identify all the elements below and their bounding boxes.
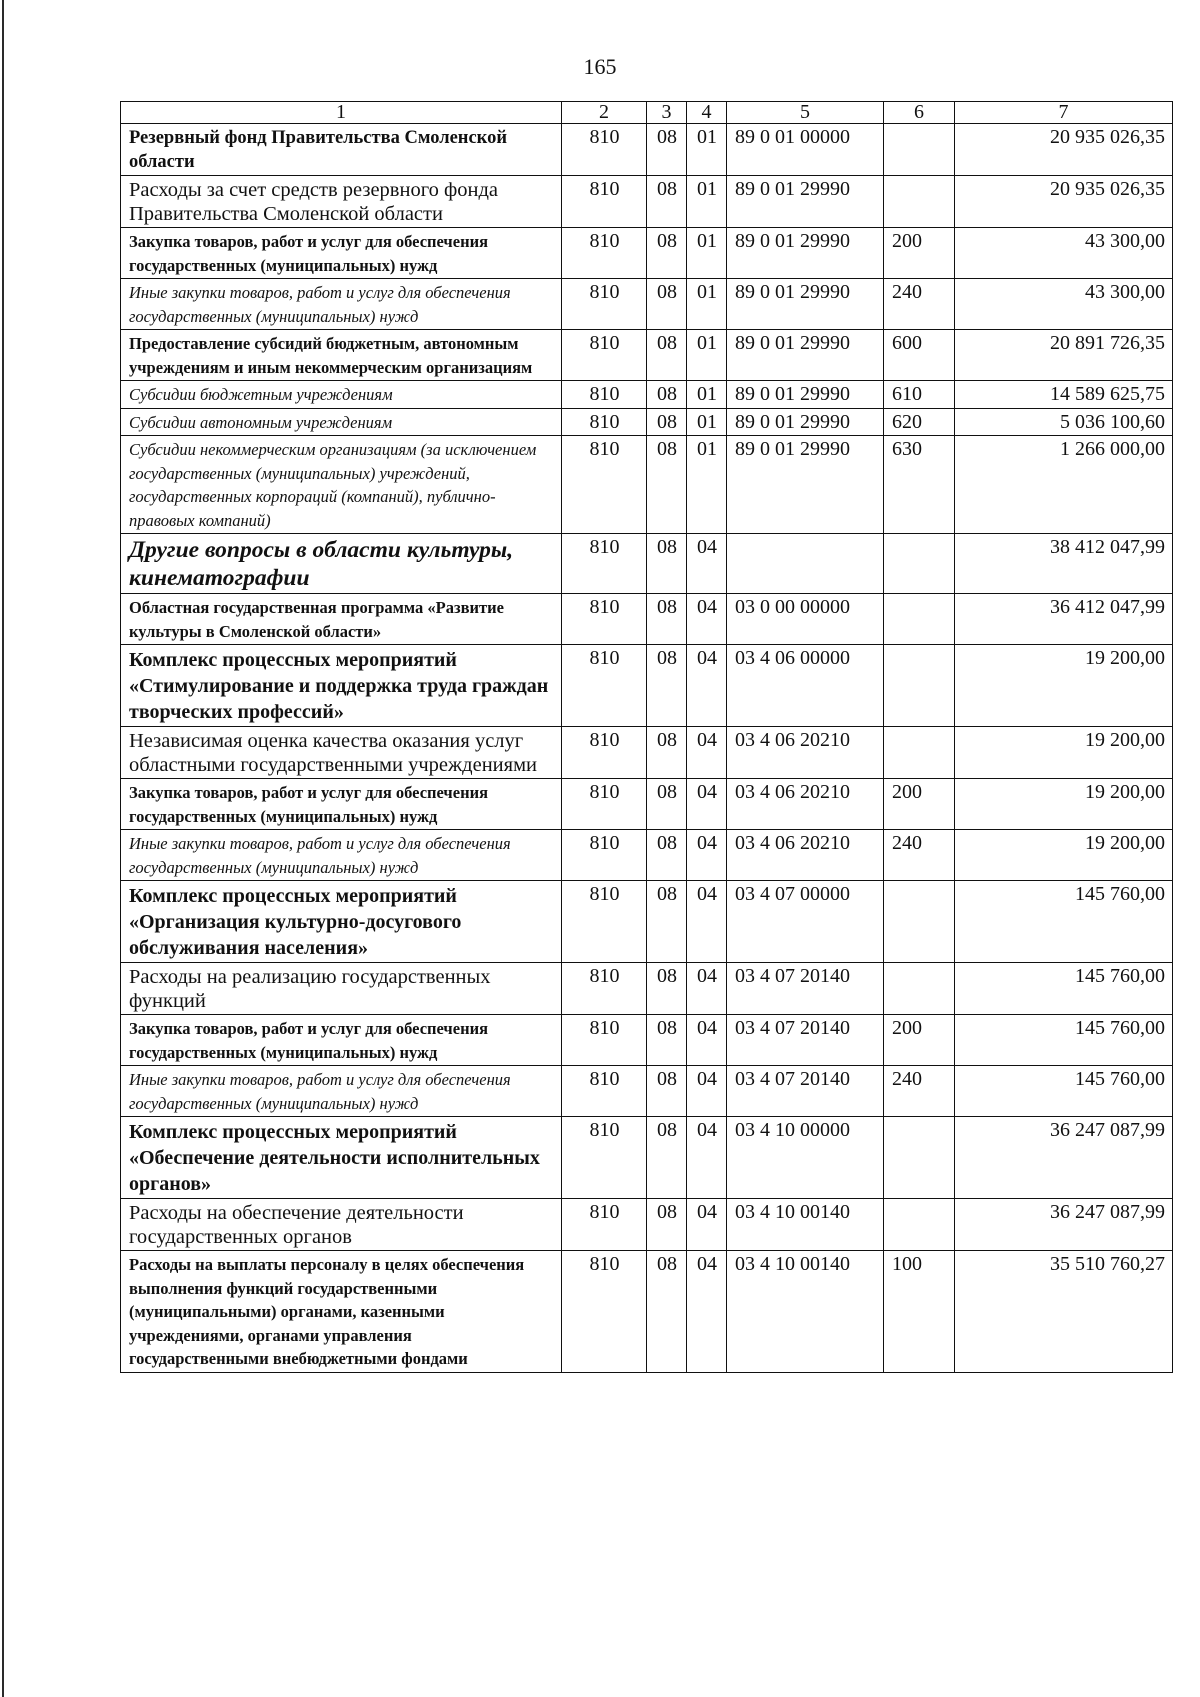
section-code-cell: 08 bbox=[647, 228, 687, 279]
expense-type-cell bbox=[884, 881, 955, 963]
amount-cell: 20 935 026,35 bbox=[955, 124, 1173, 176]
expense-type-cell: 630 bbox=[884, 436, 955, 534]
department-code-cell: 810 bbox=[562, 176, 647, 228]
amount-cell: 5 036 100,60 bbox=[955, 408, 1173, 436]
column-header: 2 bbox=[562, 102, 647, 124]
amount-cell: 14 589 625,75 bbox=[955, 381, 1173, 409]
amount-cell: 19 200,00 bbox=[955, 727, 1173, 779]
subsection-code-cell: 01 bbox=[687, 381, 727, 409]
amount-cell: 36 247 087,99 bbox=[955, 1199, 1173, 1251]
section-code-cell: 08 bbox=[647, 1117, 687, 1199]
row-name-cell: Иные закупки товаров, работ и услуг для обеспечения государственных (муниципальных) нужд bbox=[121, 830, 562, 881]
table-row bbox=[121, 279, 1173, 330]
department-code-cell: 810 bbox=[562, 881, 647, 963]
subsection-code-cell: 04 bbox=[687, 1015, 727, 1066]
subsection-code-cell: 04 bbox=[687, 779, 727, 830]
department-code-cell: 810 bbox=[562, 830, 647, 881]
table-row bbox=[121, 963, 1173, 1015]
department-code-cell: 810 bbox=[562, 779, 647, 830]
subsection-code-cell: 04 bbox=[687, 881, 727, 963]
row-name-cell: Субсидии некоммерческим организациям (за исключением государственных (муниципальных) учреждений, государственных корпораций (компаний), публично-правовых компаний) bbox=[121, 436, 562, 534]
section-code-cell: 08 bbox=[647, 727, 687, 779]
section-code-cell: 08 bbox=[647, 279, 687, 330]
subsection-code-cell: 04 bbox=[687, 534, 727, 594]
amount-cell: 19 200,00 bbox=[955, 645, 1173, 727]
table-row bbox=[121, 1251, 1173, 1373]
section-code-cell: 08 bbox=[647, 1015, 687, 1066]
target-article-cell: 03 4 06 20210 bbox=[727, 727, 884, 779]
subsection-code-cell: 01 bbox=[687, 279, 727, 330]
target-article-cell: 03 4 06 20210 bbox=[727, 830, 884, 881]
table-row bbox=[121, 381, 1173, 409]
department-code-cell: 810 bbox=[562, 279, 647, 330]
amount-cell: 38 412 047,99 bbox=[955, 534, 1173, 594]
section-code-cell: 08 bbox=[647, 1199, 687, 1251]
expense-type-cell: 620 bbox=[884, 408, 955, 436]
target-article-cell: 03 4 10 00000 bbox=[727, 1117, 884, 1199]
section-code-cell: 08 bbox=[647, 436, 687, 534]
row-name-cell: Иные закупки товаров, работ и услуг для обеспечения государственных (муниципальных) нужд bbox=[121, 279, 562, 330]
expense-type-cell bbox=[884, 963, 955, 1015]
target-article-cell: 03 4 06 20210 bbox=[727, 779, 884, 830]
row-name-cell: Закупка товаров, работ и услуг для обеспечения государственных (муниципальных) нужд bbox=[121, 1015, 562, 1066]
amount-cell: 19 200,00 bbox=[955, 830, 1173, 881]
expense-type-cell: 610 bbox=[884, 381, 955, 409]
table-row bbox=[121, 176, 1173, 228]
table-row bbox=[121, 881, 1173, 963]
section-code-cell: 08 bbox=[647, 381, 687, 409]
amount-cell: 19 200,00 bbox=[955, 779, 1173, 830]
amount-cell: 20 891 726,35 bbox=[955, 330, 1173, 381]
section-code-cell: 08 bbox=[647, 881, 687, 963]
target-article-cell: 89 0 01 29990 bbox=[727, 279, 884, 330]
scan-edge-line bbox=[2, 0, 4, 1697]
table-row bbox=[121, 1066, 1173, 1117]
expense-type-cell bbox=[884, 534, 955, 594]
subsection-code-cell: 01 bbox=[687, 124, 727, 176]
target-article-cell: 03 4 07 20140 bbox=[727, 1015, 884, 1066]
row-name-cell: Другие вопросы в области культуры, кинематографии bbox=[121, 534, 562, 594]
expense-type-cell: 240 bbox=[884, 279, 955, 330]
subsection-code-cell: 04 bbox=[687, 1066, 727, 1117]
table-row bbox=[121, 779, 1173, 830]
department-code-cell: 810 bbox=[562, 1251, 647, 1373]
expense-type-cell: 200 bbox=[884, 228, 955, 279]
target-article-cell: 89 0 01 29990 bbox=[727, 381, 884, 409]
department-code-cell: 810 bbox=[562, 1117, 647, 1199]
subsection-code-cell: 01 bbox=[687, 408, 727, 436]
expense-type-cell: 200 bbox=[884, 779, 955, 830]
subsection-code-cell: 04 bbox=[687, 594, 727, 645]
target-article-cell: 89 0 01 29990 bbox=[727, 330, 884, 381]
row-name-cell: Комплекс процессных мероприятий «Стимулирование и поддержка труда граждан творческих профессий» bbox=[121, 645, 562, 727]
section-code-cell: 08 bbox=[647, 176, 687, 228]
amount-cell: 145 760,00 bbox=[955, 881, 1173, 963]
target-article-cell: 03 4 07 20140 bbox=[727, 963, 884, 1015]
subsection-code-cell: 04 bbox=[687, 727, 727, 779]
amount-cell: 145 760,00 bbox=[955, 963, 1173, 1015]
department-code-cell: 810 bbox=[562, 594, 647, 645]
section-code-cell: 08 bbox=[647, 1251, 687, 1373]
amount-cell: 36 247 087,99 bbox=[955, 1117, 1173, 1199]
row-name-cell: Предоставление субсидий бюджетным, автономным учреждениям и иным некоммерческим организациям bbox=[121, 330, 562, 381]
target-article-cell: 89 0 01 00000 bbox=[727, 124, 884, 176]
amount-cell: 1 266 000,00 bbox=[955, 436, 1173, 534]
subsection-code-cell: 01 bbox=[687, 436, 727, 534]
column-header: 6 bbox=[884, 102, 955, 124]
row-name-cell: Комплекс процессных мероприятий «Обеспечение деятельности исполнительных органов» bbox=[121, 1117, 562, 1199]
target-article-cell: 89 0 01 29990 bbox=[727, 176, 884, 228]
section-code-cell: 08 bbox=[647, 645, 687, 727]
table-row bbox=[121, 330, 1173, 381]
budget-table bbox=[120, 101, 1173, 1373]
amount-cell: 145 760,00 bbox=[955, 1015, 1173, 1066]
department-code-cell: 810 bbox=[562, 124, 647, 176]
section-code-cell: 08 bbox=[647, 534, 687, 594]
section-code-cell: 08 bbox=[647, 330, 687, 381]
table-body bbox=[121, 102, 1173, 1373]
section-code-cell: 08 bbox=[647, 408, 687, 436]
row-name-cell: Расходы на обеспечение деятельности государственных органов bbox=[121, 1199, 562, 1251]
department-code-cell: 810 bbox=[562, 963, 647, 1015]
amount-cell: 35 510 760,27 bbox=[955, 1251, 1173, 1373]
subsection-code-cell: 04 bbox=[687, 1117, 727, 1199]
department-code-cell: 810 bbox=[562, 381, 647, 409]
section-code-cell: 08 bbox=[647, 124, 687, 176]
row-name-cell: Расходы за счет средств резервного фонда Правительства Смоленской области bbox=[121, 176, 562, 228]
table-row bbox=[121, 228, 1173, 279]
table-row bbox=[121, 727, 1173, 779]
department-code-cell: 810 bbox=[562, 1199, 647, 1251]
amount-cell: 43 300,00 bbox=[955, 279, 1173, 330]
target-article-cell: 89 0 01 29990 bbox=[727, 408, 884, 436]
expense-type-cell bbox=[884, 176, 955, 228]
subsection-code-cell: 04 bbox=[687, 645, 727, 727]
expense-type-cell bbox=[884, 1199, 955, 1251]
target-article-cell: 89 0 01 29990 bbox=[727, 228, 884, 279]
table-row bbox=[121, 1015, 1173, 1066]
expense-type-cell: 200 bbox=[884, 1015, 955, 1066]
column-header: 4 bbox=[687, 102, 727, 124]
column-header: 7 bbox=[955, 102, 1173, 124]
department-code-cell: 810 bbox=[562, 330, 647, 381]
subsection-code-cell: 04 bbox=[687, 1199, 727, 1251]
table-row bbox=[121, 1117, 1173, 1199]
table-row bbox=[121, 645, 1173, 727]
department-code-cell: 810 bbox=[562, 534, 647, 594]
table-row bbox=[121, 408, 1173, 436]
subsection-code-cell: 04 bbox=[687, 830, 727, 881]
subsection-code-cell: 01 bbox=[687, 176, 727, 228]
department-code-cell: 810 bbox=[562, 436, 647, 534]
table-row bbox=[121, 534, 1173, 594]
department-code-cell: 810 bbox=[562, 645, 647, 727]
department-code-cell: 810 bbox=[562, 228, 647, 279]
column-header: 5 bbox=[727, 102, 884, 124]
table-row bbox=[121, 124, 1173, 176]
subsection-code-cell: 04 bbox=[687, 1251, 727, 1373]
amount-cell: 43 300,00 bbox=[955, 228, 1173, 279]
department-code-cell: 810 bbox=[562, 1015, 647, 1066]
expense-type-cell bbox=[884, 594, 955, 645]
department-code-cell: 810 bbox=[562, 1066, 647, 1117]
table-row bbox=[121, 594, 1173, 645]
expense-type-cell: 600 bbox=[884, 330, 955, 381]
section-code-cell: 08 bbox=[647, 963, 687, 1015]
table-row bbox=[121, 1199, 1173, 1251]
subsection-code-cell: 04 bbox=[687, 963, 727, 1015]
amount-cell: 36 412 047,99 bbox=[955, 594, 1173, 645]
row-name-cell: Расходы на реализацию государственных функций bbox=[121, 963, 562, 1015]
expense-type-cell bbox=[884, 1117, 955, 1199]
table-row bbox=[121, 436, 1173, 534]
section-code-cell: 08 bbox=[647, 594, 687, 645]
row-name-cell: Расходы на выплаты персоналу в целях обеспечения выполнения функций государственными (муниципальными) органами, казенными учреждениями, органами управления государственными внебюджетными фондами bbox=[121, 1251, 562, 1373]
expense-type-cell: 240 bbox=[884, 830, 955, 881]
expense-type-cell bbox=[884, 124, 955, 176]
amount-cell: 20 935 026,35 bbox=[955, 176, 1173, 228]
target-article-cell: 03 4 07 20140 bbox=[727, 1066, 884, 1117]
expense-type-cell: 100 bbox=[884, 1251, 955, 1373]
column-header: 1 bbox=[121, 102, 562, 124]
row-name-cell: Закупка товаров, работ и услуг для обеспечения государственных (муниципальных) нужд bbox=[121, 228, 562, 279]
row-name-cell: Независимая оценка качества оказания услуг областными государственными учреждениями bbox=[121, 727, 562, 779]
section-code-cell: 08 bbox=[647, 830, 687, 881]
table-row bbox=[121, 830, 1173, 881]
target-article-cell: 03 4 10 00140 bbox=[727, 1199, 884, 1251]
section-code-cell: 08 bbox=[647, 779, 687, 830]
target-article-cell bbox=[727, 534, 884, 594]
subsection-code-cell: 01 bbox=[687, 330, 727, 381]
target-article-cell: 03 4 06 00000 bbox=[727, 645, 884, 727]
amount-cell: 145 760,00 bbox=[955, 1066, 1173, 1117]
row-name-cell: Областная государственная программа «Развитие культуры в Смоленской области» bbox=[121, 594, 562, 645]
row-name-cell: Иные закупки товаров, работ и услуг для обеспечения государственных (муниципальных) нужд bbox=[121, 1066, 562, 1117]
row-name-cell: Резервный фонд Правительства Смоленской области bbox=[121, 124, 562, 176]
department-code-cell: 810 bbox=[562, 727, 647, 779]
row-name-cell: Субсидии бюджетным учреждениям bbox=[121, 381, 562, 409]
row-name-cell: Комплекс процессных мероприятий «Организация культурно-досугового обслуживания населения» bbox=[121, 881, 562, 963]
target-article-cell: 03 4 10 00140 bbox=[727, 1251, 884, 1373]
expense-type-cell bbox=[884, 645, 955, 727]
target-article-cell: 03 4 07 00000 bbox=[727, 881, 884, 963]
target-article-cell: 03 0 00 00000 bbox=[727, 594, 884, 645]
row-name-cell: Закупка товаров, работ и услуг для обеспечения государственных (муниципальных) нужд bbox=[121, 779, 562, 830]
subsection-code-cell: 01 bbox=[687, 228, 727, 279]
column-header: 3 bbox=[647, 102, 687, 124]
section-code-cell: 08 bbox=[647, 1066, 687, 1117]
row-name-cell: Субсидии автономным учреждениям bbox=[121, 408, 562, 436]
expense-type-cell bbox=[884, 727, 955, 779]
expense-type-cell: 240 bbox=[884, 1066, 955, 1117]
target-article-cell: 89 0 01 29990 bbox=[727, 436, 884, 534]
table-header-row bbox=[121, 102, 1173, 124]
page-number: 165 bbox=[583, 54, 617, 79]
department-code-cell: 810 bbox=[562, 408, 647, 436]
